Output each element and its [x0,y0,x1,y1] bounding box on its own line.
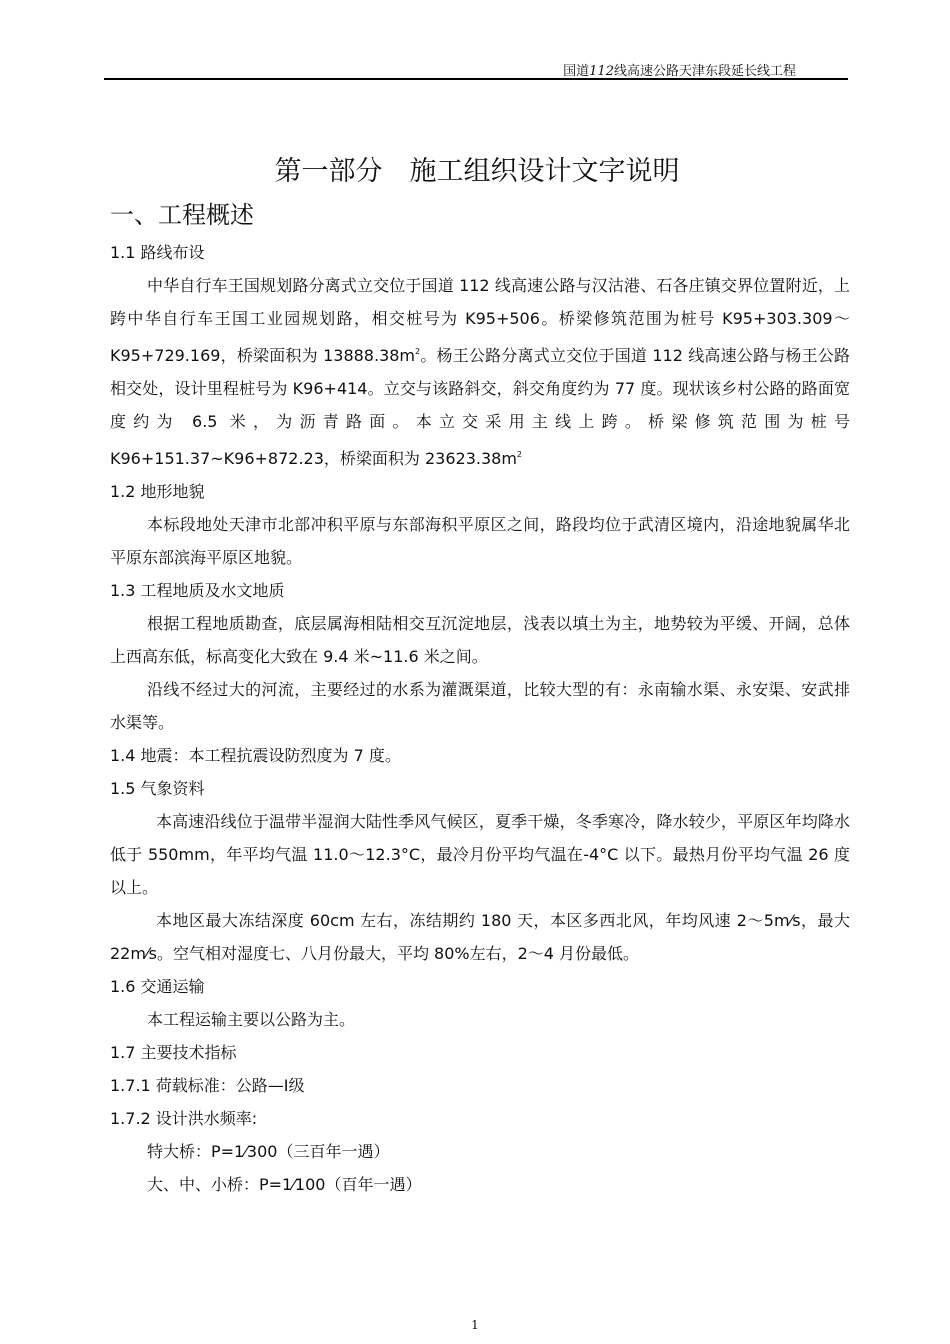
paragraph-geology: 根据工程地质勘查，底层属海相陆相交互沉淀地层，浅表以填土为主，地势较为平缓、开阔，总体上西高东低，标高变化大致在 9.4 米~11.6 米之间。 [110,614,850,666]
page-header [104,59,848,80]
item-large-medium-small-bridge: 大、中、小桥：P=1⁄100（百年一遇） [147,1175,422,1194]
paragraph-terrain: 本标段地处天津市北部冲积平原与东部海积平原区之间，路段均位于武清区境内，沿途地貌属华北平原东部滨海平原区地貌。 [110,515,850,567]
paragraph-climate: 本高速沿线位于温带半湿润大陆性季风气候区，夏季干燥，冬季寒冷，降水较少，平原区年均降水低于 550mm，年平均气温 11.0～12.3°C，最冷月份平均气温在-4°C 以下。最热月份平均气温 26 度以上。 [110,812,850,897]
paragraph-hydrology: 沿线不经过大的河流，主要经过的水系为灌溉渠道，比较大型的有：永南输水渠、永安渠、安武排水渠等。 [110,680,850,732]
page-title: 第一部分 施工组织设计文字说明 [274,156,680,187]
document-body [110,150,850,1201]
heading-1-6: 1.6 交通运输 [110,977,205,996]
item-load-standard: 1.7.1 荷载标准：公路—Ⅰ级 [110,1076,305,1095]
heading-1-3: 1.3 工程地质及水文地质 [110,581,285,600]
heading-1-1: 1.1 路线布设 [110,243,205,262]
item-flood-frequency: 1.7.2 设计洪水频率: [110,1109,258,1128]
heading-1-5: 1.5 气象资料 [110,779,205,798]
heading-1-2: 1.2 地形地貌 [110,482,205,501]
section-heading-overview: 一、工程概述 [110,201,254,229]
paragraph-frost-wind: 本地区最大冻结深度 60cm 左右，冻结期约 180 天，本区多西北风，年均风速 2～5m⁄s，最大 22m⁄s。空气相对湿度七、八月份最大，平均 80%左右，2～4 月份最低。 [110,911,850,963]
heading-1-7: 1.7 主要技术指标 [110,1043,237,1062]
paragraph-transport: 本工程运输主要以公路为主。 [147,1010,356,1029]
page-number: 1 [471,1318,479,1332]
heading-1-4-earthquake: 1.4 地震：本工程抗震设防烈度为 7 度。 [110,746,401,765]
item-super-large-bridge: 特大桥：P=1⁄300（三百年一遇） [147,1142,390,1161]
header-project-title: 国道112线高速公路天津东段延长线工程 [563,64,796,79]
paragraph-route-layout: 中华自行车王国规划路分离式立交位于国道 112 线高速公路与汉沽港、石各庄镇交界位置附近，上跨中华自行车王国工业园规划路，相交桩号为 K95+506。桥梁修筑范围为桩号 K95+303.309～K95+729.169，桥梁面积为 $13888.38m^2$。杨王公路分离式立交位于国道 112 线高速公路与杨王公路相交处，设计里程桩号为 K96+414。立交与该路斜交，斜交角度约为 77 度。现状该乡村公路的路面宽度约为 6.5 米，为沥青路面。本立交采用主线上跨。桥梁修筑范围为桩号 K96+151.37~K96+872.23，桥梁面积为 $23623.38m^2$ [110,276,850,468]
